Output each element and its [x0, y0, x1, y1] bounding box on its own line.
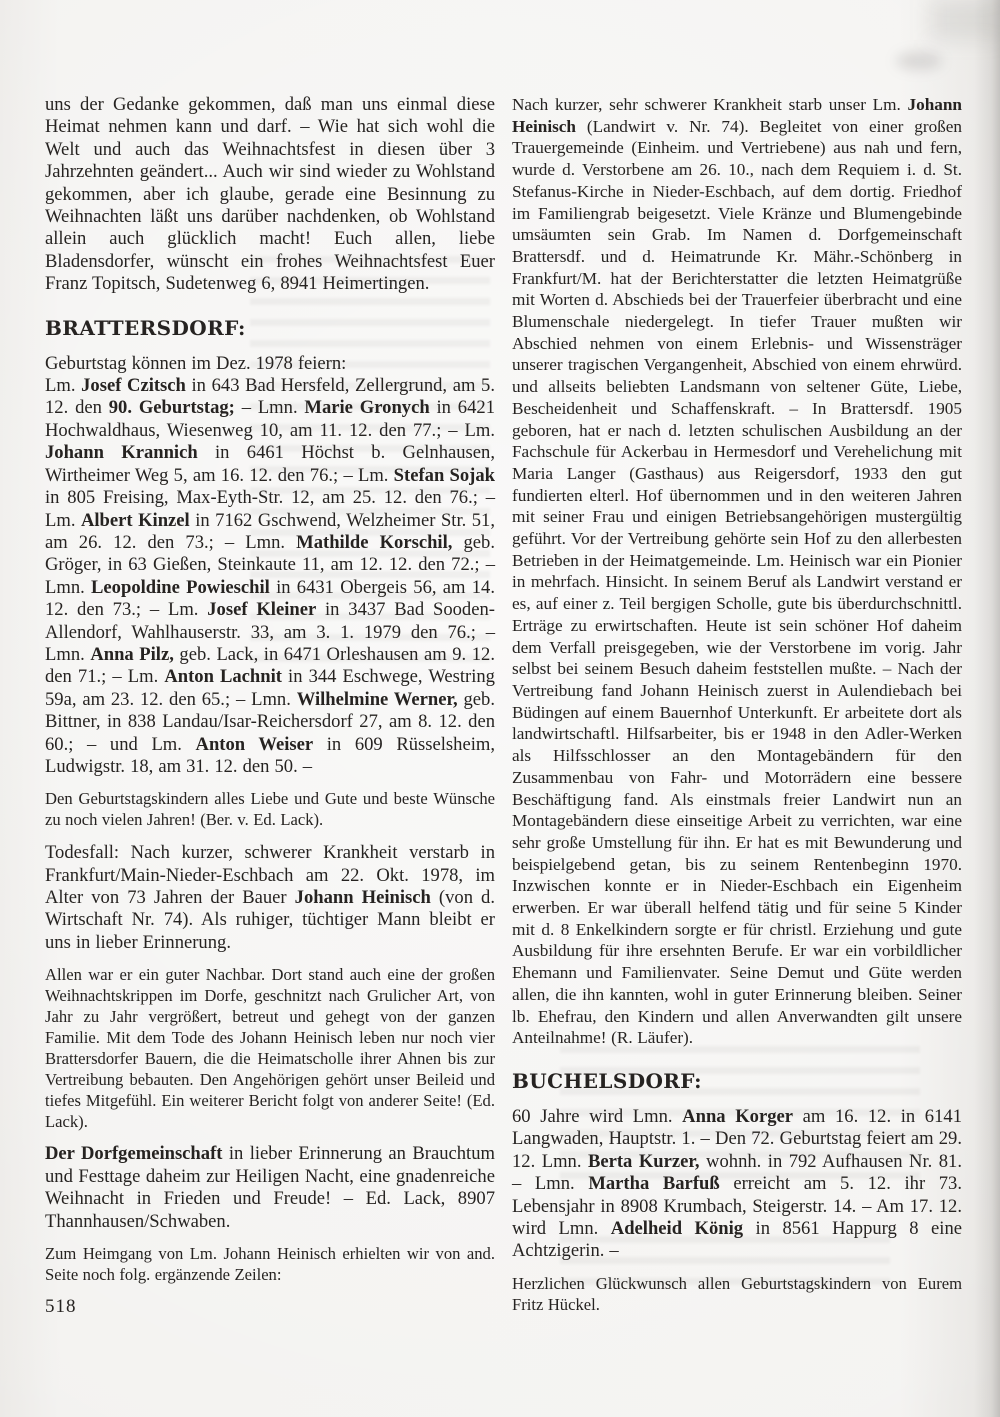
heimgang-note: Zum Heimgang von Lm. Johann Heinisch erhielten wir von and. Seite noch folg. ergänzende Zeilen:: [45, 1244, 495, 1284]
two-column-layout: [45, 94, 962, 1327]
page-number: 518: [45, 1296, 77, 1317]
intro-paragraph: uns der Gedanke gekommen, daß man uns einmal diese Heimat nehmen kann und darf. – Wie hat sich wohl die Welt und auch das Weihnachtsfest in diesen über 3 Jahrzehnten geändert... Auch wir sind wieder zu Wohlstand gekommen, aber ich glaube, gerade eine Besinnung zu Weihnachten läßt uns darüber nachdenken, ob Wohlstand allein auch glücklich macht! Euch allen, liebe Bladensdorfer, wünscht ein frohes Weihnachtsfest Euer Franz Topitsch, Sudetenweg 6, 8941 Heimertingen.: [45, 94, 495, 295]
left-column: [45, 94, 495, 1327]
birthday-lead-line: Geburtstag können im Dez. 1978 feiern:: [45, 352, 347, 374]
page-edge-shadow: [974, 0, 1000, 1417]
right-column: [512, 94, 962, 1327]
obituary-paragraph: Nach kurzer, sehr schwerer Krankheit starb unser Lm. Johann Heinisch (Landwirt v. Nr. 74). Begleitet von einer großen Trauergemeinde (Einheim. und Vertriebene) aus nah und fern, wurde d. Verstorbene am 26. 10., nach dem Requiem i. d. St. Stefanus-Kirche in Nieder-Eschbach, auf dem dortig. Friedhof im Familiengrab beigesetzt. Viele Kränze und Blumengebinde umsäumten sein Grab. Im Namen d. Dorfgemeinschaft Brattersdf. und d. Heimatrunde Kr. Mähr.-Schönberg in Frankfurt/M. hat der Berichterstatter die letzten Heimatgrüße mit Worten d. Abschieds bei der Trauerfeier überbracht und eine Blumenschale niedergelegt. In tiefer Trauer mußten wir Abschied nehmen von einem Erlebnis- und Wissensträger unserer tragischen Vergangenheit, Abschied von einem ehrwürd. und allseits beliebten Landsmann von seltener Güte, Liebe, Bescheidenheit und Schaffenskraft. – In Brattersdf. 1905 geboren, hat er nach d. letzten schulischen Ausbildung an der Fachschule für Ackerbau in Hermesdorf und Verehelichung mit Maria Langer (Gasthaus) aus Reigersdorf, 1933 den gut fundierten elterl. Hof übernommen und in den weiteren Jahren mit seiner Frau und einigen Betriebsangehörigen mustergültig geführt. Vor der Vertreibung gehörte sein Hof zu den allerbesten Betrieben in der Heimatgemeinde. Lm. Heinisch war ein Pionier in mehrfach. Hinsicht. In seinem Beruf als Landwirt verstand er es, auf einer z. Teil bergigen Scholle, gute bis überdurchschnittl. Erträge zu erwirtschaften. Heute ist sein schöner Hof daheim dem Verfall preisgegeben, wie der Verstorbene im vorig. Jahr selbst bei seinem Besuch daheim feststellen mußte. – Nach der Vertreibung fand Johann Heinisch zuerst in Aulendiebach bei Büdingen auf einem Bauernhof Unterkunft. Er arbeitete dort als landwirtschaftl. Hilfsarbeiter, bis er 1948 in den Adler-Werken als Hilfsschlosser an den Montagebändern für den Zusammenbau von Fahr- und Motorrädern eine bessere Beschäftigung fand. Als einstmals freier Landwirt nun an Montagebändern diese einseitige Arbeit zu verrichten, war eine sehr große Umstellung für ihn. Er hat es mit Bewunderung und beispielgebend getan, bis zu seinem Rentenbeginn 1970. Inzwischen konnte er in Nieder-Eschbach ein Eigenheim erwerben. Er war überall helfend tätig und für seine 5 Kinder mit d. 8 Enkelkindern sorgte er für christl. Erziehung und gute Ausbildung für ihre ersehnten Berufe. Er war ein vorbildlicher Ehemann und Familienvater. Seine Demut und Güte werden allen, die ihn kannten, wohl in guter Erinnerung bleiben. Seiner lb. Ehefrau, den Kindern und allen Anverwandten gilt unsere Anteilnahme! (R. Läufer).: [512, 95, 962, 1048]
scan-smudge: [896, 52, 942, 70]
section-heading-brattersdorf: BRATTERSDORF:: [45, 315, 246, 340]
birthday-wishes-note: Den Geburtstagskindern alles Liebe und Gute und beste Wünsche zu noch vielen Jahren! (Ber. v. Ed. Lack).: [45, 789, 495, 830]
dorfgemeinschaft-paragraph: Der Dorfgemeinschaft in lieber Erinnerung an Brauchtum und Festtage daheim zur Heiligen Nacht, eine gnadenreiche Weihnacht in Frieden und Freude! – Ed. Lack, 8907 Thannhausen/Schwaben.: [45, 1143, 495, 1232]
scan-smudge: [930, 0, 1000, 40]
buchelsdorf-birthday-list: 60 Jahre wird Lmn. Anna Korger am 16. 12. in 6141 Langwaden, Hauptstr. 1. – Den 72. Geburtstag feiert am 29. 12. Lmn. Berta Kurzer, wohnh. in 792 Aufhausen Nr. 81. – Lmn. Martha Barfuß erreicht am 5. 12. ihr 73. Lebensjahr in 8908 Krumbach, Steigerstr. 14. – Am 17. 12. wird Lmn. Adelheid König in 8561 Happurg 8 eine Achtzigerin. –: [512, 1105, 963, 1262]
birthday-list: Lm. Josef Czitsch in 643 Bad Hersfeld, Zellergrund, am 5. 12. den 90. Geburtstag; – Lmn. Marie Gronych in 6421 Hochwaldhaus, Wiesenweg 10, am 11. 12. den 77.; – Lm. Johann Krannich in 6461 Höchst b. Gelnhausen, Wirtheimer Weg 5, am 16. 12. den 76.; – Lm. Stefan Sojak in 805 Freising, Max-Eyth-Str. 12, am 25. 12. den 76.; – Lm. Albert Kinzel in 7162 Gschwend, Welzheimer Str. 51, am 26. 12. den 73.; – Lmn. Mathilde Korschil, geb. Gröger, in 63 Gießen, Steinkaute 11, am 12. 12. den 72.; – Lmn. Leopoldine Powieschil in 6431 Obergeis 56, am 14. 12. den 73.; – Lm. Josef Kleiner in 3437 Bad Sooden-Allendorf, Wahlhauserstr. 33, am 3. 1. 1979 den 76.; – Lmn. Anna Pilz, geb. Lack, in 6471 Orleshausen am 9. 12. den 71.; – Lm. Anton Lachnit in 344 Eschwege, Westring 59a, am 23. 12. den 65.; – Lmn. Wilhelmine Werner, geb. Bittner, in 838 Landau/Isar-Reichersdorf 27, am 8. 12. den 60.; – und Lm. Anton Weiser in 609 Rüsselsheim, Ludwigstr. 18, am 31. 12. den 50. –: [45, 375, 496, 777]
todesfall-paragraph: Todesfall: Nach kurzer, schwerer Krankheit verstarb in Frankfurt/Main-Nieder-Eschbach am 22. Okt. 1978, im Alter von 73 Jahren der Bauer Johann Heinisch (von d. Wirtschaft Nr. 74). Als ruhiger, tüchtiger Mann bleibt er uns in lieber Erinnerung.: [45, 842, 495, 953]
neighbor-note: Allen war er ein guter Nachbar. Dort stand auch eine der großen Weihnachtskrippen im Dorfe, geschnitzt nach Grulicher Art, von Jahr zu Jahr vergrößert, betreut und gehegt von der ganzen Familie. Mit dem Tode des Johann Heinisch leben nur noch vier Brattersdorfer Bauern, die die Heimatscholle ihrer Ahnen bis zur Vertreibung bebauten. Den Angehörigen gehört unser Beileid und tiefes Mitgefühl. Ein weiterer Bericht folgt von anderer Seite! (Ed. Lack).: [45, 965, 495, 1131]
section-heading-buchelsdorf: BUCHELSDORF:: [512, 1068, 702, 1093]
congratulations-note: Herzlichen Glückwunsch allen Geburtstagskindern von Eurem Fritz Hückel.: [512, 1273, 962, 1314]
